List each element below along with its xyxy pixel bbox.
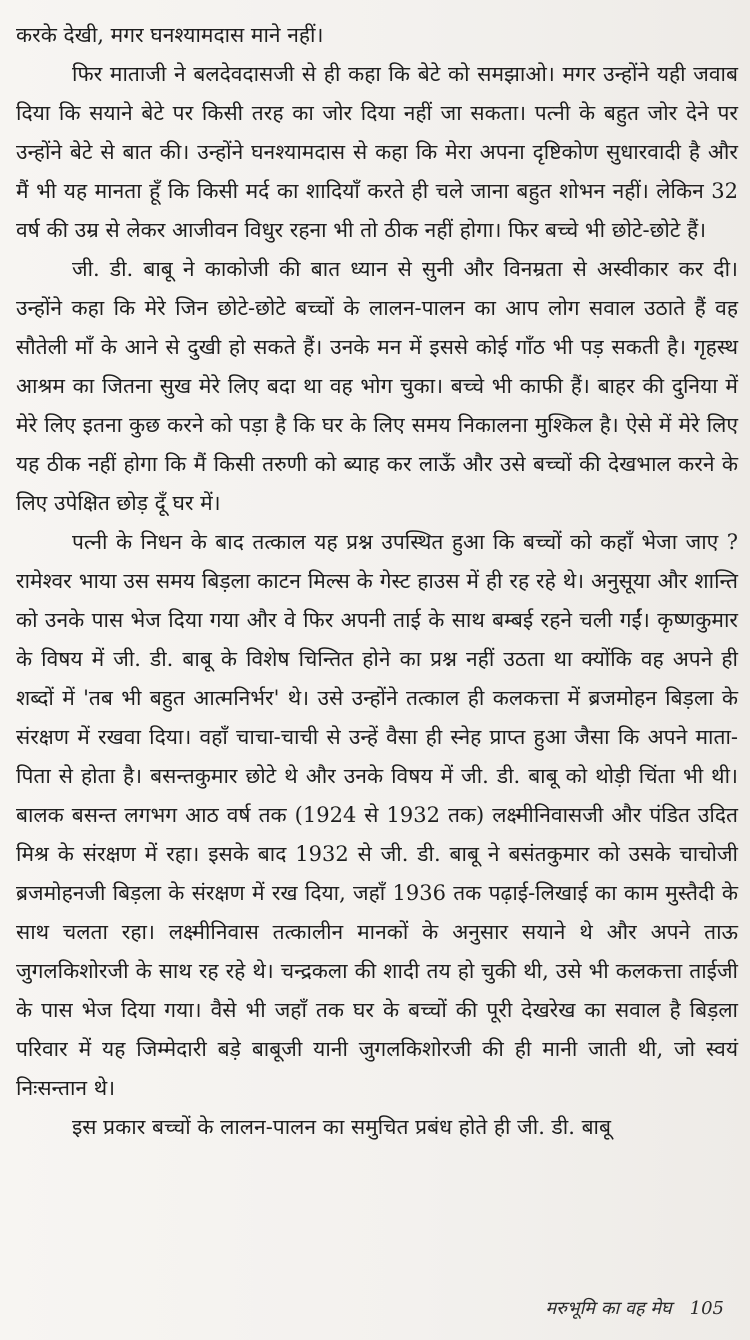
body-text [16, 16, 738, 1147]
page-number: 105 [689, 1298, 724, 1319]
paragraph-2: फिर माताजी ने बलदेवदासजी से ही कहा कि बेटे को समझाओ। मगर उन्होंने यही जवाब दिया कि सयाने बेटे पर किसी तरह का जोर दिया नहीं जा सकता। पत्नी के बहुत जोर देने पर उन्होंने बेटे से बात की। उन्होंने घनश्यामदास से कहा कि मेरा अपना दृष्टिकोण सुधारवादी है और मैं भी यह मानता हूँ कि किसी मर्द का शादियाँ करते ही चले जाना बहुत शोभन नहीं। लेकिन 32 वर्ष की उम्र से लेकर आजीवन विधुर रहना भी तो ठीक नहीं होगा। फिर बच्चे भी छोटे-छोटे हैं। [16, 62, 738, 242]
paragraph-1: करके देखी, मगर घनश्यामदास माने नहीं। [16, 23, 324, 47]
running-title: मरुभूमि का वह मेघ [545, 1298, 672, 1319]
page-footer [545, 1296, 724, 1320]
paragraph-5: इस प्रकार बच्चों के लालन-पालन का समुचित प्रबंध होते ही जी. डी. बाबू [72, 1115, 611, 1139]
paragraph-4: पत्नी के निधन के बाद तत्काल यह प्रश्न उपस्थित हुआ कि बच्चों को कहाँ भेजा जाए ? रामेश्वर भाया उस समय बिड़ला काटन मिल्स के गेस्ट हाउस में ही रह रहे थे। अनुसूया और शान्ति को उनके पास भेज दिया गया और वे फिर अपनी ताई के साथ बम्बई रहने चली गईं। कृष्णकुमार के विषय में जी. डी. बाबू के विशेष चिन्तित होने का प्रश्न नहीं उठता था क्योंकि वह अपने ही शब्दों में 'तब भी बहुत आत्मनिर्भर' थे। उसे उन्होंने तत्काल ही कलकत्ता में ब्रजमोहन बिड़ला के संरक्षण में रखवा दिया। वहाँ चाचा-चाची से उन्हें वैसा ही स्नेह प्राप्त हुआ जैसा कि अपने माता-पिता से होता है। बसन्तकुमार छोटे थे और उनके विषय में जी. डी. बाबू को थोड़ी चिंता भी थी। बालक बसन्त लगभग आठ वर्ष तक (1924 से 1932 तक) लक्ष्मीनिवासजी और पंडित उदित मिश्र के संरक्षण में रहा। इसके बाद 1932 से जी. डी. बाबू ने बसंतकुमार को उसके चाचोजी ब्रजमोहनजी बिड़ला के संरक्षण में रख दिया, जहाँ 1936 तक पढ़ाई-लिखाई का काम मुस्तैदी के साथ चलता रहा। लक्ष्मीनिवास तत्कालीन मानकों के अनुसार सयाने थे और अपने ताऊ जुगलकिशोरजी के साथ रह रहे थे। चन्द्रकला की शादी तय हो चुकी थी, उसे भी कलकत्ता ताईजी के पास भेज दिया गया। वैसे भी जहाँ तक घर के बच्चों की पूरी देखरेख का सवाल है बिड़ला परिवार में यह जिम्मेदारी बड़े बाबूजी यानी जुगलकिशोरजी की ही मानी जाती थी, जो स्वयं निःसन्तान थे। [16, 530, 738, 1100]
paragraph-3: जी. डी. बाबू ने काकोजी की बात ध्यान से सुनी और विनम्रता से अस्वीकार कर दी। उन्होंने कहा कि मेरे जिन छोटे-छोटे बच्चों के लालन-पालन का आप लोग सवाल उठाते हैं वह सौतेली माँ के आने से दुखी हो सकते हैं। उनके मन में इससे कोई गाँठ भी पड़ सकती है। गृहस्थ आश्रम का जितना सुख मेरे लिए बदा था वह भोग चुका। बच्चे भी काफी हैं। बाहर की दुनिया में मेरे लिए इतना कुछ करने को पड़ा है कि घर के लिए समय निकालना मुश्किल है। ऐसे में मेरे लिए यह ठीक नहीं होगा कि मैं किसी तरुणी को ब्याह कर लाऊँ और उसे बच्चों की देखभाल करने के लिए उपेक्षित छोड़ दूँ घर में। [16, 257, 738, 515]
